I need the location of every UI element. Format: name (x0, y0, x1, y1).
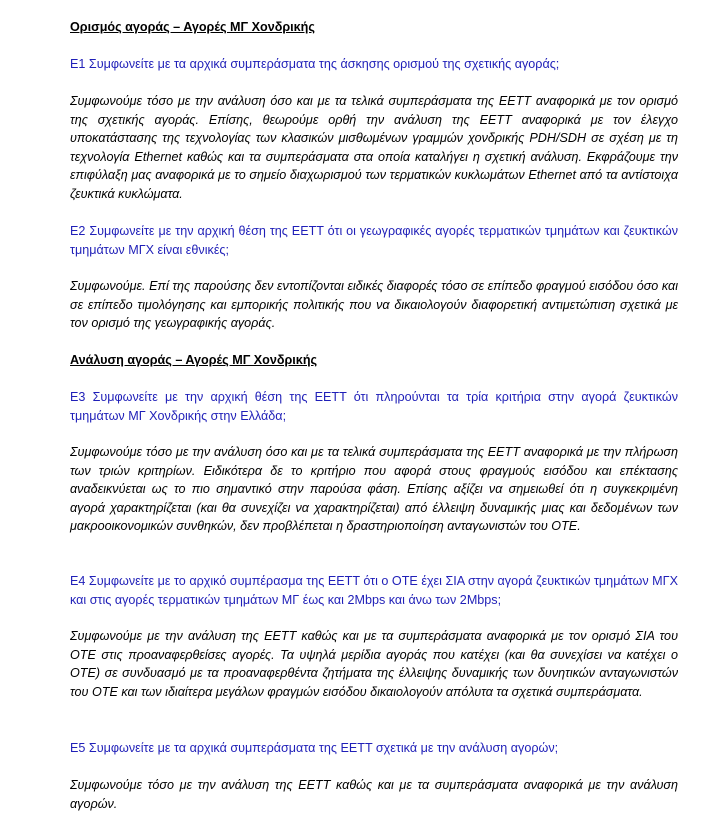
answer-e2: Συμφωνούμε. Επί της παρούσης δεν εντοπίζονται ειδικές διαφορές τόσο σε επίπεδο φραγμού εισόδου όσο και σε επίπεδο τιμολόγησης και εμπορικής πολιτικής που να δικαιολογούν διαφορετική αντιμετώπιση σχετικά με τον ορισμό της γεωγραφικής αγοράς. (70, 279, 678, 330)
answer-e4: Συμφωνούμε με την ανάλυση της ΕΕΤΤ καθώς και με τα συμπεράσματα αναφορικά με τον ορισμό ΣΙΑ του ΟΤΕ στις προαναφερθείσες αγορές. Τα υψηλά μερίδια αγοράς που κατέχει (και θα συνεχίσει να κατέχει ο ΟΤΕ) σε συνδυασμό με τα προαναφερθέντα ζητήματα της έλλειψης δυναμικής των δυνητικών ανταγωνιστών του ΟΤΕ και των ιδιαίτερα μεγάλων φραγμών εισόδου δικαιολογούν απόλυτα τα σχετικά συμπεράσματα. (70, 629, 678, 699)
answer-e5: Συμφωνούμε τόσο με την ανάλυση της ΕΕΤΤ καθώς και με τα συμπεράσματα αναφορικά με την ανάλυση αγορών. (70, 778, 678, 811)
section-heading-market-definition: Ορισμός αγοράς – Αγορές ΜΓ Χονδρικής (70, 20, 315, 34)
answer-e1: Συμφωνούμε τόσο με την ανάλυση όσο και με τα τελικά συμπεράσματα της ΕΕΤΤ αναφορικά με τον ορισμό της σχετικής αγοράς. Επίσης, θεωρούμε ορθή την ανάλυση της ΕΕΤΤ αναφορικά με τον έλεγχο υποκατάστασης της τεχνολογίας των κλασικών μισθωμένων γραμμών χονδρικής PDH/SDH σε σχέση με τη τεχνολογία Ethernet καθώς και τα συμπεράσματα στα οποία καταλήγει η σχετική ανάλυση. Εκφράζουμε την επιφύλαξη μας αναφορικά με το σημείο διαχωρισμού των τερματικών κυκλωμάτων Ethernet από τα αντίστοιχα ζευκτικά κυκλώματα. (70, 94, 678, 201)
question-e3: Ε3 Συμφωνείτε με την αρχική θέση της ΕΕΤΤ ότι πληρούνται τα τρία κριτήρια στην αγορά ζευκτικών τμημάτων ΜΓ Χονδρικής στην Ελλάδα; (70, 390, 678, 423)
section-heading-market-analysis: Ανάλυση αγοράς – Αγορές ΜΓ Χονδρικής (70, 353, 318, 367)
question-e5: Ε5 Συμφωνείτε με τα αρχικά συμπεράσματα της ΕΕΤΤ σχετικά με την ανάλυση αγορών; (70, 741, 559, 755)
question-e4: Ε4 Συμφωνείτε με το αρχικό συμπέρασμα της ΕΕΤΤ ότι ο ΟΤΕ έχει ΣΙΑ στην αγορά ζευκτικών τμημάτων ΜΓΧ και στις αγορές τερματικών τμημάτων ΜΓ έως και 2Mbps και άνω των 2Mbps; (70, 574, 678, 607)
question-e1: Ε1 Συμφωνείτε με τα αρχικά συμπεράσματα της άσκησης ορισμού της σχετικής αγοράς; (70, 57, 560, 71)
question-e2: Ε2 Συμφωνείτε με την αρχική θέση της ΕΕΤΤ ότι οι γεωγραφικές αγορές τερματικών τμημάτων και ζευκτικών τμημάτων ΜΓΧ είναι εθνικές; (70, 224, 678, 257)
answer-e3: Συμφωνούμε τόσο με την ανάλυση όσο και με τα τελικά συμπεράσματα της ΕΕΤΤ αναφορικά με την πλήρωση των τριών κριτηρίων. Ειδικότερα δε το κριτήριο που αφορά στους φραγμούς εισόδου και επέκτασης αναδεικνύεται ως το πιο σημαντικό στην παρούσα φάση. Επίσης αξίζει να σημειωθεί ότι η συγκεκριμένη αγορά χαρακτηρίζεται (και θα συνεχίζει να χαρακτηρίζεται) από έλλειψη δυναμικής μιας και δεδομένων των μακροοικονομικών συνθηκών, δεν προβλέπεται η δραστηριοποίηση ανταγωνιστών του ΟΤΕ. (70, 445, 678, 533)
